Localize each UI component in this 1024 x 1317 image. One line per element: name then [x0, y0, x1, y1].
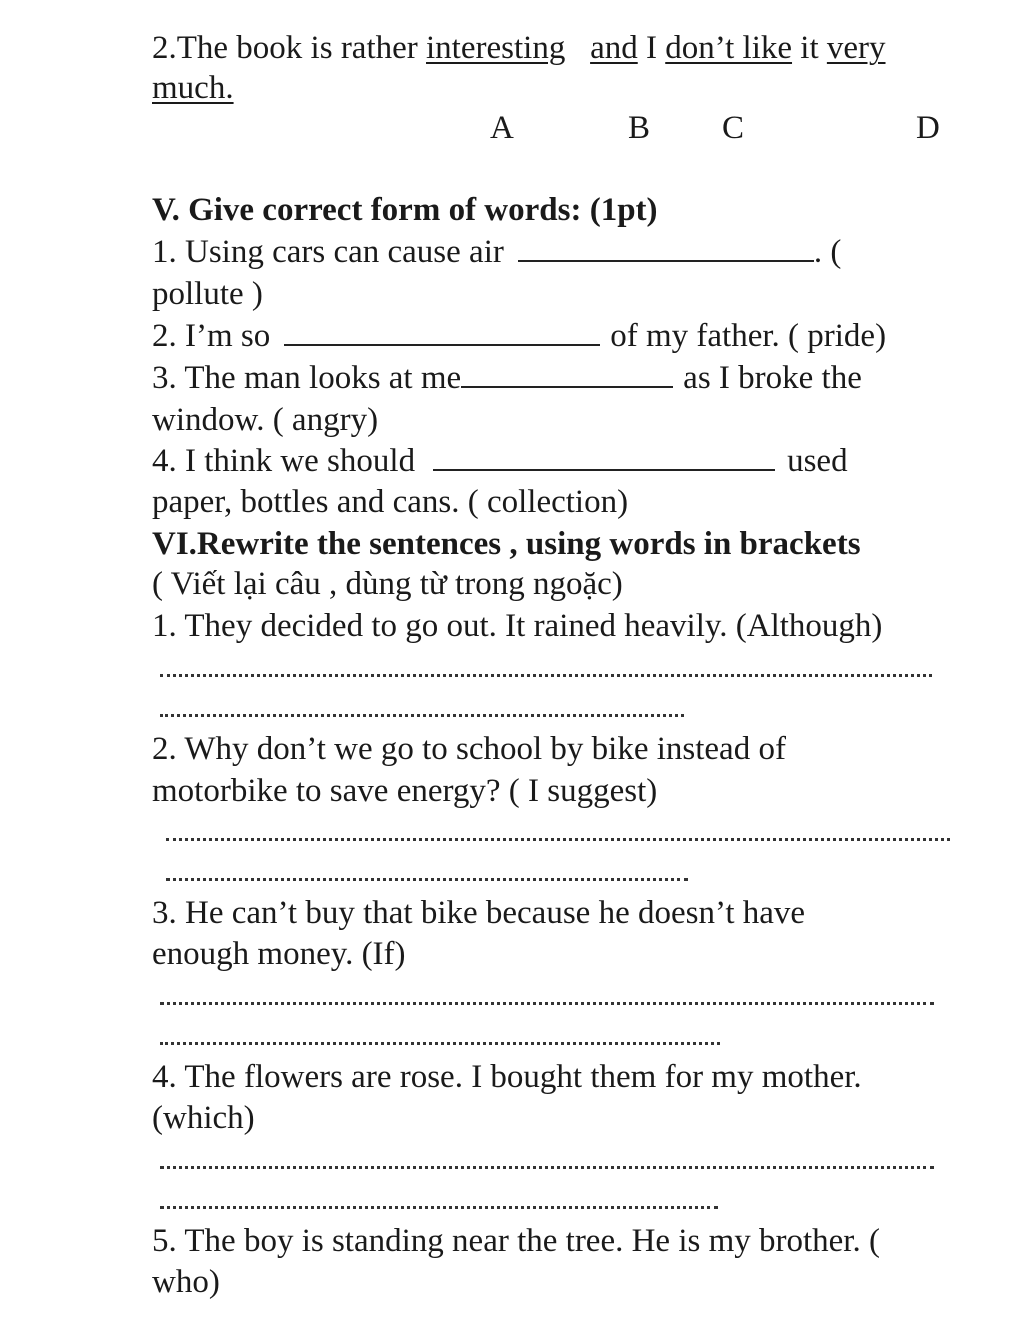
- answer-dotted-line[interactable]: [160, 1042, 720, 1045]
- answer-dotted-line[interactable]: [166, 838, 950, 841]
- q2-mid-2: it: [792, 30, 827, 66]
- v-item-2-before: 2. I’m so: [152, 318, 271, 354]
- v-item-1-before: 1. Using cars can cause air: [152, 234, 504, 270]
- v-item-3-after: as I broke the: [683, 360, 862, 396]
- v-item-4-after: used: [787, 443, 848, 479]
- answer-blank[interactable]: [461, 358, 673, 388]
- vi-item-5-line2: who): [152, 1264, 220, 1300]
- answer-dotted-line[interactable]: [160, 714, 684, 717]
- vi-item-2-line2: motorbike to save energy? ( I suggest): [152, 773, 658, 809]
- vi-item-4-line2: (which): [152, 1100, 255, 1136]
- q2-part-a: interesting: [426, 30, 566, 66]
- q2-prefix: 2.The book is rather: [152, 30, 427, 66]
- v-item-3-hint: window. ( angry): [152, 402, 379, 438]
- v-item-3: [152, 358, 862, 398]
- q2-label-d: D: [916, 110, 940, 146]
- vi-item-2-line1: 2. Why don’t we go to school by bike instead of: [152, 731, 786, 767]
- answer-blank[interactable]: [433, 441, 775, 471]
- answer-dotted-line[interactable]: [160, 1166, 934, 1169]
- v-item-1-hint: pollute ): [152, 276, 263, 312]
- q2-sentence: [152, 28, 886, 68]
- section-vi-heading: VI.Rewrite the sentences , using words in brackets: [152, 526, 861, 562]
- answer-blank[interactable]: [518, 232, 814, 262]
- q2-continuation: much.: [152, 70, 234, 106]
- vi-item-5-line1: 5. The boy is standing near the tree. He is my brother. (: [152, 1223, 880, 1259]
- q2-label-c: C: [722, 110, 745, 146]
- v-item-4: [152, 441, 848, 481]
- v-item-4-before: 4. I think we should: [152, 443, 416, 479]
- v-item-2-after: of my father. ( pride): [610, 318, 887, 354]
- section-v-heading: V. Give correct form of words: (1pt): [152, 192, 658, 228]
- section-vi-subheading: ( Viết lại câu , dùng từ trong ngoặc): [152, 566, 623, 602]
- q2-mid-1: I: [637, 30, 666, 66]
- vi-item-1-line1: 1. They decided to go out. It rained heavily. (Although): [152, 608, 883, 644]
- v-item-3-before: 3. The man looks at me: [152, 360, 462, 396]
- v-item-1: [152, 232, 841, 272]
- vi-item-3-line2: enough money. (If): [152, 936, 406, 972]
- answer-dotted-line[interactable]: [166, 878, 688, 881]
- vi-item-3-line1: 3. He can’t buy that bike because he doesn’t have: [152, 895, 806, 931]
- answer-dotted-line[interactable]: [160, 1002, 934, 1005]
- v-item-2: [152, 316, 886, 356]
- q2-label-b: B: [628, 110, 651, 146]
- v-item-1-after: . (: [813, 234, 842, 270]
- answer-dotted-line[interactable]: [160, 1206, 718, 1209]
- answer-blank[interactable]: [284, 316, 600, 346]
- vi-item-4-line1: 4. The flowers are rose. I bought them for my mother.: [152, 1059, 862, 1095]
- q2-part-d: very: [826, 30, 886, 66]
- q2-label-a: A: [490, 110, 514, 146]
- q2-part-c: don’t like: [665, 30, 793, 66]
- q2-part-b: and: [590, 30, 638, 66]
- v-item-4-hint: paper, bottles and cans. ( collection): [152, 484, 629, 520]
- answer-dotted-line[interactable]: [160, 674, 932, 677]
